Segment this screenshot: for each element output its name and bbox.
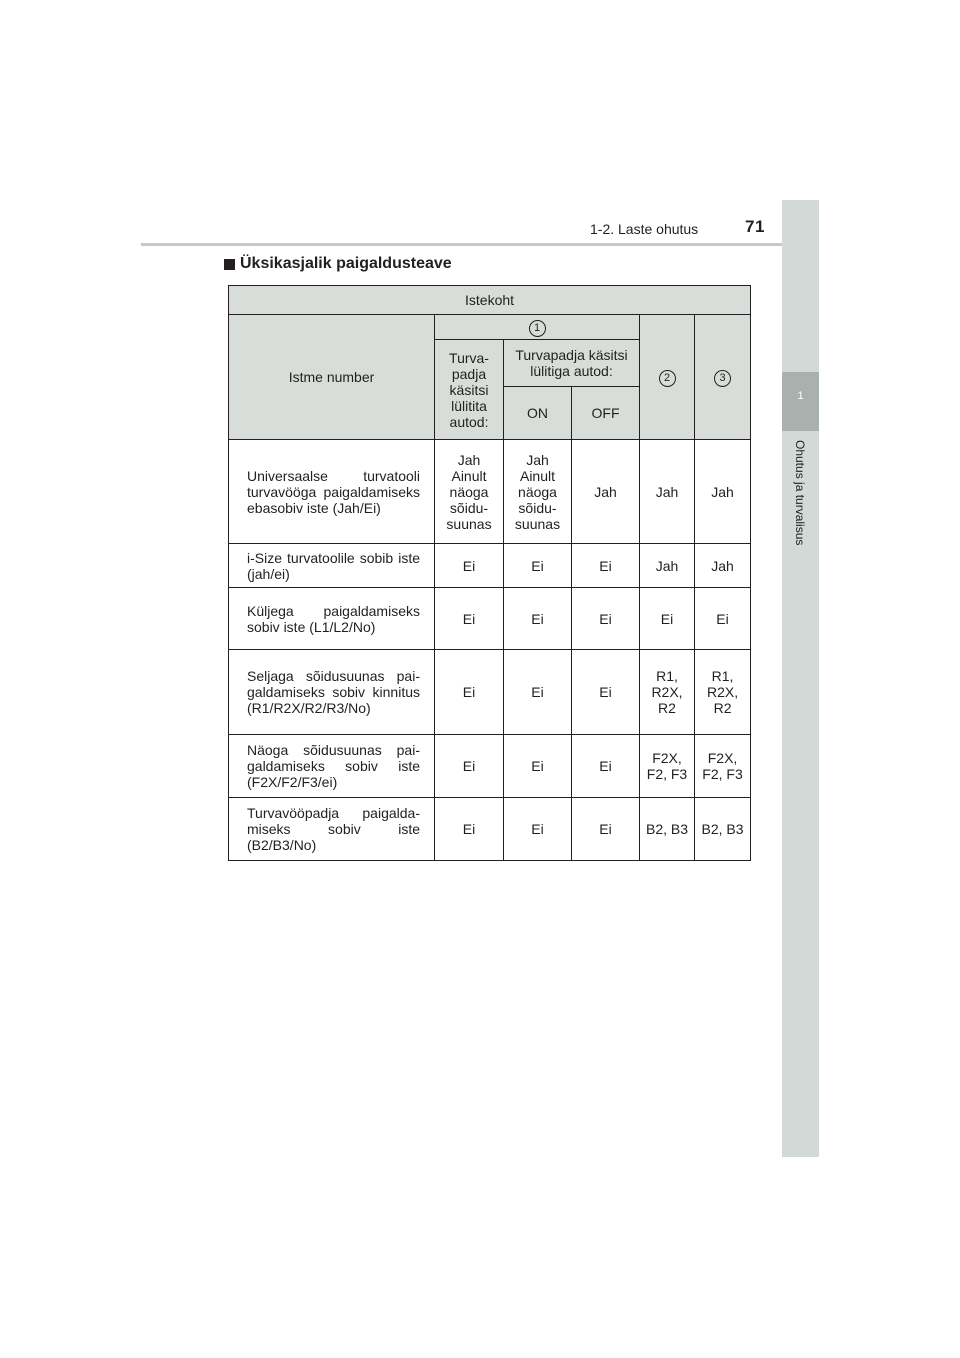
section-title-text: Üksikasjalik paigaldusteave: [240, 255, 452, 272]
cell: Ei: [572, 588, 640, 650]
position-2-header: [640, 315, 695, 440]
cell: Jah: [695, 544, 751, 588]
with-switch-header: Turvapadja käsitsi lülitiga autod:: [504, 340, 640, 387]
row-label: i-Size turvatoolile sobib iste (jah/ei): [229, 544, 435, 588]
cell: Jah Ainult näoga sõidu- suunas: [504, 440, 572, 544]
cell: Ei: [435, 735, 504, 798]
switch-off-header: OFF: [572, 387, 640, 440]
chapter-title: Ohutus ja turvalisus: [793, 440, 807, 546]
manual-switch-header: Turva- padja käsitsi lülitita autod:: [435, 340, 504, 440]
position-1-header: [435, 315, 640, 340]
header-divider: [141, 243, 819, 246]
cell: B2, B3: [695, 798, 751, 861]
cell: Jah: [640, 544, 695, 588]
row-label: Seljaga sõidusuunas paigaldamiseks sobiv kinnitus (R1/R2X/R2/R3/No): [229, 650, 435, 735]
cell: Ei: [572, 798, 640, 861]
table-row: [229, 650, 751, 735]
cell: B2, B3: [640, 798, 695, 861]
switch-on-header: ON: [504, 387, 572, 440]
position-2-circle: 2: [659, 370, 676, 387]
cell: Jah Ainult näoga sõidu- suunas: [435, 440, 504, 544]
row-label: Turvavööpadja paigaldamiseks sobiv iste (B2/B3/No): [229, 798, 435, 861]
installation-table: [228, 285, 751, 861]
seating-position-header: Istekoht: [229, 286, 751, 315]
cell: Ei: [435, 544, 504, 588]
chapter-side-tab: [782, 200, 819, 1157]
chapter-number: 1: [797, 390, 804, 402]
cell: Jah: [695, 440, 751, 544]
row-label: Näoga sõidusuunas paigaldamiseks sobiv iste (F2X/F2/F3/ei): [229, 735, 435, 798]
cell: Ei: [435, 650, 504, 735]
cell: Ei: [504, 650, 572, 735]
table-row: [229, 588, 751, 650]
section-heading: 1-2. Laste ohutus: [590, 221, 699, 237]
cell: R1, R2X, R2: [640, 650, 695, 735]
seat-number-label: Istme number: [229, 315, 435, 440]
table-row: [229, 798, 751, 861]
row-label: Küljega paigaldamiseks sobiv iste (L1/L2/No): [229, 588, 435, 650]
square-bullet-icon: [224, 259, 235, 270]
table-row: [229, 735, 751, 798]
cell: F2X, F2, F3: [695, 735, 751, 798]
row-label: Universaalse turvatooli turvavööga paigaldamiseks ebasobiv iste (Jah/Ei): [229, 440, 435, 544]
cell: Ei: [504, 588, 572, 650]
section-title: [224, 255, 452, 273]
cell: F2X, F2, F3: [640, 735, 695, 798]
cell: Ei: [504, 544, 572, 588]
page-number: 71: [745, 217, 765, 236]
cell: Ei: [504, 735, 572, 798]
table-row: [229, 440, 751, 544]
cell: Jah: [640, 440, 695, 544]
cell: Ei: [435, 588, 504, 650]
position-3-header: [695, 315, 751, 440]
cell: Ei: [572, 735, 640, 798]
position-3-circle: 3: [714, 370, 731, 387]
cell: R1, R2X, R2: [695, 650, 751, 735]
table-row: [229, 544, 751, 588]
cell: Ei: [695, 588, 751, 650]
cell: Jah: [572, 440, 640, 544]
position-1-circle: 1: [529, 320, 546, 337]
cell: Ei: [504, 798, 572, 861]
cell: Ei: [435, 798, 504, 861]
cell: Ei: [572, 650, 640, 735]
cell: Ei: [640, 588, 695, 650]
cell: Ei: [572, 544, 640, 588]
